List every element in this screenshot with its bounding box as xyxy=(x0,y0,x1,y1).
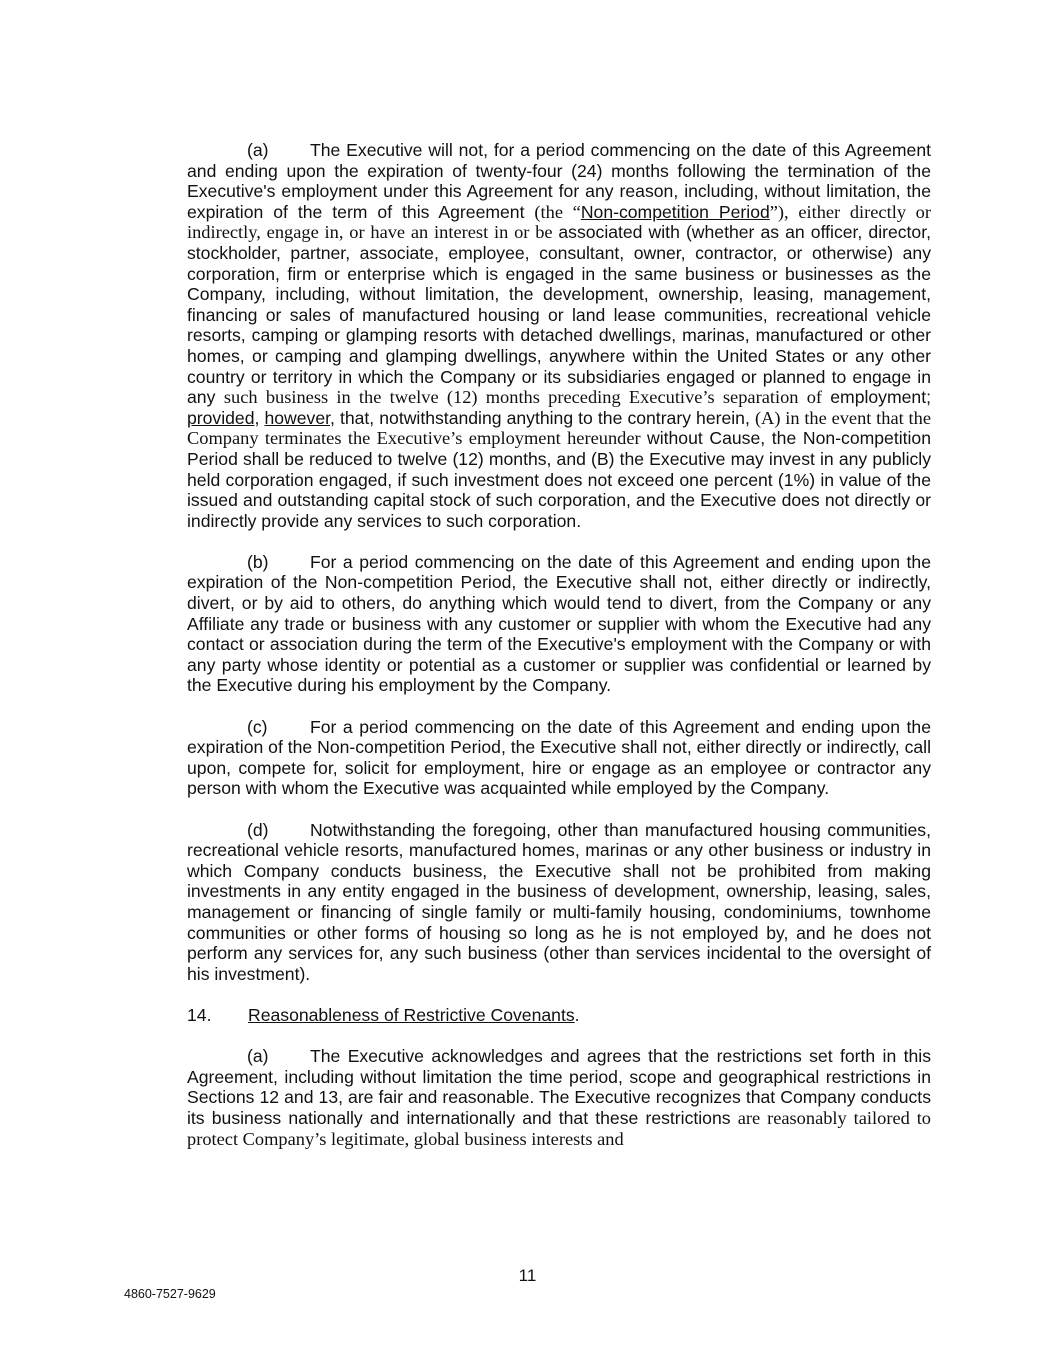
paragraph-text: , that, notwithstanding anything to the contrary herein, xyxy=(330,407,755,428)
paragraph-text: For a period commencing on the date of this Agreement and ending upon the expiration of the Non-competition Period, the Executive shall not, either directly or indirectly, divert, or by aid to others, do anything which would tend to divert, from the Company or any Affiliate any trade or business with any customer or supplier with whom the Executive had any contact or association during the term of the Executive's employment with the Company or with any party whose identity or potential as a customer or supplier was confidential or learned by the Executive during his employment by the Company. xyxy=(187,551,931,696)
paragraph-text: associated with (whether as an officer, director, stockholder, partner, associate, employee, consultant, owner, contractor, or otherwise) any corporation, firm or enterprise which is engaged in the same business or businesses as the Company, including, without limitation, the development, ownership, leasing, management, financing or sales of manufactured housing or land lease communities, recreational vehicle resorts, camping or glamping resorts with detached dwellings, marinas, manufactured or other homes, or camping and glamping dwellings, anywhere within the United States or any other country or territory in which the Company or its subsidiaries engaged or planned to engage in any xyxy=(187,222,931,408)
section-title: Reasonableness of Restrictive Covenants xyxy=(248,1004,575,1025)
section-number: 14. xyxy=(187,1004,212,1025)
paragraph-text: For a period commencing on the date of this Agreement and ending upon the expiration of the Non-competition Period, the Executive shall not, either directly or indirectly, call upon, compete for, solicit for employment, hire or engage as an employee or contractor any person with whom the Executive was acquainted while employed by the Company. xyxy=(187,716,931,799)
paragraph-text: , xyxy=(254,407,265,428)
page-number: 11 xyxy=(518,1266,537,1285)
paragraph-text: employment; xyxy=(830,387,931,408)
paragraph-text: The Executive will not, for a period commencing on the date of this Agreement and ending upon the expiration of twenty-four (24) months following the termination of the Executive's employment under this Agreement for any reason, including, without limitation, the expiration of the term of this Agreement xyxy=(187,140,931,222)
paragraph-label: (a) xyxy=(247,1046,269,1067)
paragraph-text-serif: are reasonably tailored to protect Company’s legitimate, global business interests and xyxy=(187,1107,931,1149)
paragraph-13c xyxy=(187,717,931,799)
paragraph-label: (c) xyxy=(247,716,268,737)
paragraph-text-serif: such business in the twelve (12) months preceding Executive’s separation of xyxy=(223,387,831,408)
paragraph-13a xyxy=(187,140,931,531)
paragraph-text-serif: (A) in the event that the Company terminates the Executive’s employment hereunder xyxy=(187,407,931,449)
paragraph-label: (d) xyxy=(247,819,269,840)
section-heading-14 xyxy=(187,1005,931,1026)
section-title-period: . xyxy=(574,1004,580,1025)
paragraph-label: (a) xyxy=(247,140,269,160)
paragraph-13b xyxy=(187,552,931,696)
document-body xyxy=(187,140,931,1170)
paragraph-text-serif: (the “ xyxy=(534,201,581,222)
paragraph-text: without Cause, the Non-competition Period shall be reduced to twelve (12) months, and (B) the Executive may invest in any publicly held corporation engaged, if such investment does not exceed one percent (1%) in value of the issued and outstanding capital stock of such corporation, and the Executive does not directly or indirectly provide any services to such corporation. xyxy=(187,428,932,531)
paragraph-text: Notwithstanding the foregoing, other than manufactured housing communities, recreational vehicle resorts, manufactured homes, marinas or any other business or industry in which Company conducts business, the Executive shall not be prohibited from making investments in any entity engaged in the business of development, ownership, leasing, sales, management or financing of single family or multi-family housing, condominiums, townhome communities or other forms of housing so long as he is not employed by, and he does not perform any services for, any such business (other than services incidental to the oversight of his investment). xyxy=(187,819,931,984)
emphasis-however: however xyxy=(264,407,330,428)
document-id: 4860-7527-9629 xyxy=(124,1287,216,1301)
paragraph-text: The Executive acknowledges and agrees that the restrictions set forth in this Agreement, including without limitation the time period, scope and geographical restrictions in Sections 12 and 13, are fair and reasonable. The Executive recognizes that Company conducts its business nationally and internationally and that these restrictions xyxy=(187,1046,931,1128)
emphasis-provided: provided xyxy=(187,407,255,428)
paragraph-13d xyxy=(187,820,931,985)
defined-term-non-competition-period: Non-competition Period xyxy=(580,201,770,222)
paragraph-text-serif: ”), either directly or indirectly, engage in, or have an interest in or be xyxy=(187,201,931,243)
paragraph-14a xyxy=(187,1046,931,1149)
paragraph-label: (b) xyxy=(247,551,269,572)
